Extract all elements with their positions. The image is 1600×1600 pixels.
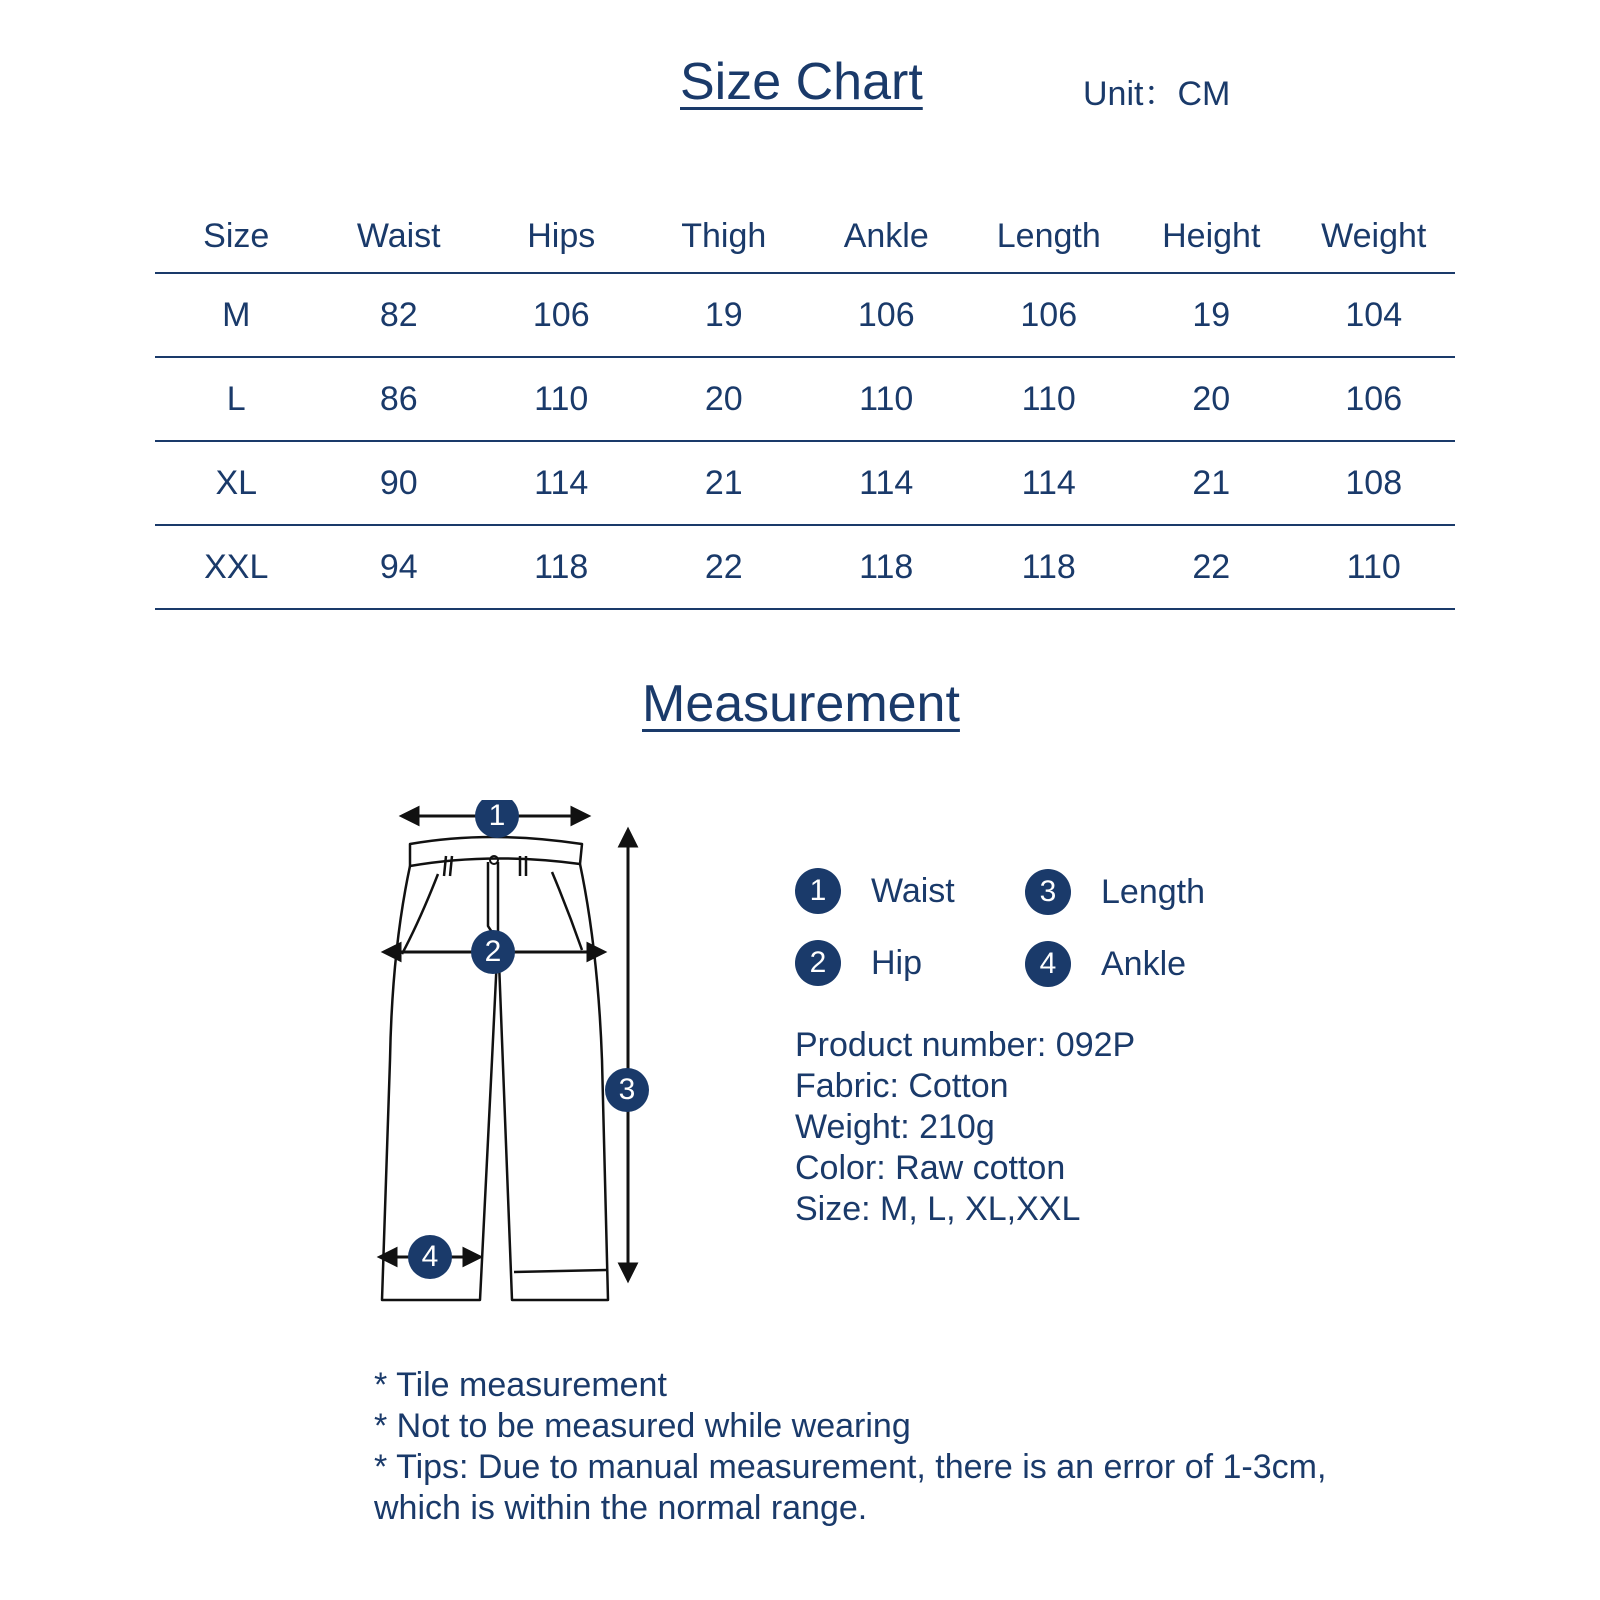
- table-cell: 106: [532, 295, 590, 334]
- note-line: * Tile measurement: [374, 1366, 667, 1404]
- table-cell: 110: [1021, 379, 1076, 418]
- marker-4: 4: [421, 1240, 439, 1273]
- table-cell: 114: [1021, 463, 1076, 502]
- table-cell: 114: [534, 463, 589, 502]
- table-cell: 110: [534, 379, 589, 418]
- table-cell: 19: [704, 295, 743, 334]
- table-cell: 20: [704, 379, 743, 418]
- measurement-title: Measurement: [642, 675, 960, 733]
- table-cell: 19: [1192, 295, 1231, 334]
- table-cell: 108: [1345, 463, 1403, 502]
- marker-3: 3: [618, 1073, 636, 1106]
- note-line: * Tips: Due to manual measurement, there is an error of 1-3cm, which is within the normal range.: [374, 1448, 1327, 1527]
- legend-label: Length: [1101, 872, 1205, 911]
- table-cell: 94: [379, 547, 418, 586]
- legend-item-waist: [795, 868, 955, 914]
- table-row: [155, 357, 1455, 441]
- column-header: Thigh: [681, 216, 767, 255]
- product-sizes: Size: M, L, XL,XXL: [795, 1190, 1081, 1228]
- legend-item-length: [1025, 869, 1205, 915]
- marker-2: 2: [484, 935, 502, 968]
- legend-label: Hip: [871, 943, 923, 982]
- table-cell: 90: [379, 463, 418, 502]
- legend-item-hip: [795, 940, 922, 986]
- marker-1: 1: [488, 799, 506, 832]
- table-row: [155, 441, 1455, 525]
- legend-label: Ankle: [1101, 944, 1187, 983]
- size-chart-title: Size Chart: [680, 53, 923, 111]
- table-cell: XL: [215, 463, 258, 502]
- table-cell: 118: [1021, 547, 1076, 586]
- column-header: Length: [996, 216, 1101, 255]
- table-cell: 86: [379, 379, 418, 418]
- product-number: Product number: 092P: [795, 1026, 1136, 1064]
- unit-label: Unit：CM: [1083, 75, 1231, 113]
- table-cell: 82: [379, 295, 418, 334]
- table-cell: 21: [704, 463, 743, 502]
- legend-item-ankle: [1025, 941, 1186, 987]
- legend-badge: 2: [795, 940, 841, 986]
- table-cell: XXL: [204, 547, 269, 586]
- table-row: [155, 273, 1455, 357]
- column-header: Hips: [527, 216, 596, 255]
- legend-label: Waist: [871, 871, 955, 910]
- column-header: Ankle: [843, 216, 929, 255]
- table-cell: 106: [1345, 379, 1403, 418]
- column-header: Size: [203, 216, 270, 255]
- size-table: [155, 200, 1455, 610]
- product-info: [795, 1025, 1135, 1230]
- column-header: Height: [1162, 216, 1261, 255]
- legend-badge: 4: [1025, 941, 1071, 987]
- product-color: Color: Raw cotton: [795, 1149, 1066, 1187]
- table-cell: 21: [1192, 463, 1231, 502]
- table-cell: 114: [859, 463, 914, 502]
- table-cell: 20: [1192, 379, 1231, 418]
- table-cell: 106: [1020, 295, 1078, 334]
- table-cell: 22: [1192, 547, 1231, 586]
- table-cell: 106: [857, 295, 915, 334]
- table-cell: 104: [1345, 295, 1403, 334]
- product-weight: Weight: 210g: [795, 1108, 995, 1146]
- legend-badge: 3: [1025, 869, 1071, 915]
- column-header: Weight: [1321, 216, 1427, 255]
- pants-outline-illustration: [370, 800, 670, 1310]
- column-header: Waist: [356, 216, 441, 255]
- table-header-row: [155, 200, 1455, 273]
- table-cell: 22: [704, 547, 743, 586]
- table-cell: 110: [859, 379, 914, 418]
- product-fabric: Fabric: Cotton: [795, 1067, 1009, 1105]
- table-cell: M: [222, 295, 251, 334]
- table-cell: 118: [859, 547, 914, 586]
- table-cell: 110: [1346, 547, 1401, 586]
- table-row: [155, 525, 1455, 609]
- measurement-notes: [374, 1365, 1354, 1529]
- table-cell: L: [226, 379, 246, 418]
- legend-badge: 1: [795, 868, 841, 914]
- note-line: * Not to be measured while wearing: [374, 1407, 911, 1445]
- table-cell: 118: [534, 547, 589, 586]
- pants-diagram: [370, 800, 670, 1315]
